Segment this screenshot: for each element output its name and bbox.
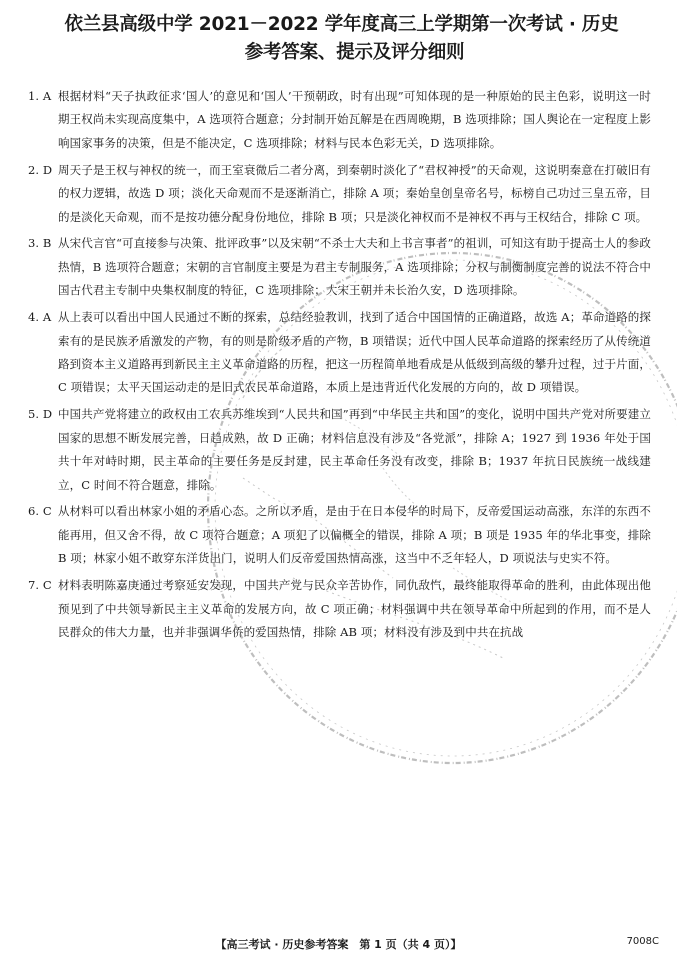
- answer-number: 1. A: [28, 89, 52, 103]
- page-footer: 【高三考试 · 历史参考答案 第 1 页（共 4 页）】: [215, 938, 462, 951]
- answer-number: 6. C: [28, 504, 52, 519]
- answer-item-2: [28, 159, 651, 229]
- answer-number: 4. A: [28, 310, 52, 325]
- answer-explanation: 周天子是王权与神权的统一，而王室衰微后二者分离，到秦朝时淡化了“君权神授”的天命观，这说明秦意在打破旧有的权力逻辑，故选 D 项；淡化天命观而不是逐渐消亡，排除 A 项；秦始皇创皇帝名号，标榜自己功过三皇五帝，目的是淡化天命观，而不是按功德分配身份地位，排除 B 项；只是淡化神权而不是神权不再与王权结合，排除 C 项。: [58, 162, 651, 224]
- answer-explanation: 材料表明陈嘉庚通过考察延安发现，中国共产党与民众辛苦协作，同仇敌忾，最终能取得革命的胜利，由此体现出他预见到了中共领导新民主主义革命的发展方向，故 C 项正确；材料强调中共在领导革命中所起到的作用，而不是人民群众的伟大力量，也并非强调华侨的爱国热情，排除 AB 项；材料没有涉及到中共在抗战: [58, 578, 651, 639]
- answer-list: [28, 85, 651, 644]
- answer-item-4: [28, 306, 651, 400]
- answer-item-6: [28, 500, 651, 570]
- answer-item-5: [28, 403, 651, 497]
- answer-item-1: [28, 85, 651, 155]
- answer-explanation: 从上表可以看出中国人民通过不断的探索，总结经验教训，找到了适合中国国情的正确道路，故选 A；革命道路的探索有的是民族矛盾激发的产物，有的则是阶级矛盾的产物，B 项错误；近代中国人民革命道路的探索经历了从传统道路到资本主义道路再到新民主主义革命道路的历程，把这一历程简单地看成是从低级到高级的攀升过程，过于片面，C 项错误；太平天国运动走的是旧式农民革命道路，本质上是违背近代化发展的方向的，故 D 项错误。: [58, 310, 651, 395]
- document-title: 依兰县高级中学 2021－2022 学年度高三上学期第一次考试 · 历史: [64, 14, 619, 35]
- answer-explanation: 根据材料“天子执政征求‘国人’的意见和‘国人’干预朝政，时有出现”可知体现的是一种原始的民主色彩，说明这一时期王权尚未实现高度集中，A 选项符合题意；分封制开始瓦解是在西周晚期，B 选项排除；国人舆论在一定程度上影响国家事务的决策，但是不能决定，C 选项排除；材料与民本色彩无关，D 选项排除。: [58, 89, 651, 150]
- answer-number: 2. D: [28, 162, 53, 177]
- document-subtitle: 参考答案、提示及评分细则: [244, 42, 465, 63]
- document-code: 7008C: [626, 936, 659, 947]
- answer-explanation: 从宋代言官“可直接参与决策、批评政事”以及宋朝“不杀士大夫和上书言事者”的祖训，可知这有助于提高士人的参政热情，B 选项符合题意；宋朝的言官制度主要是为君主专制服务，A 选项排除；分权与制衡制度完善的说法不符合中国古代君主专制中央集权制度的特征，C 选项排除；大宋王朝并未长治久安，D 选项排除。: [58, 236, 651, 298]
- answer-item-3: [28, 232, 651, 302]
- answer-item-7: [28, 574, 651, 644]
- answer-number: 7. C: [28, 578, 52, 593]
- answer-explanation: 从材料可以看出林家小姐的矛盾心态。之所以矛盾，是由于在日本侵华的时局下，反帝爱国运动高涨，东洋的东西不能再用，但又舍不得，故 C 项符合题意；A 项犯了以偏概全的错误，排除 A 项；B 项是 1935 年的华北事变，排除 B 项；林家小姐不敢穿东洋货出门，说明人们反帝爱国热情高涨，这当中不乏年轻人，D 项说法与史实不符。: [58, 504, 651, 566]
- answer-explanation: 中国共产党将建立的政权由工农兵苏维埃到“人民共和国”再到“中华民主共和国”的变化，说明中国共产党对所要建立国家的思想不断发展完善，日趋成熟，故 D 正确；材料信息没有涉及“各党派”，排除 A；1927 到 1936 年处于国共十年对峙时期，民主革命的主要任务是反封建，民主革命任务没有改变，排除 B；1937 年抗日民族统一战线建立，C 时间不符合题意，排除。: [58, 407, 651, 492]
- answer-number: 5. D: [28, 407, 53, 422]
- answer-number: 3. B: [28, 236, 52, 251]
